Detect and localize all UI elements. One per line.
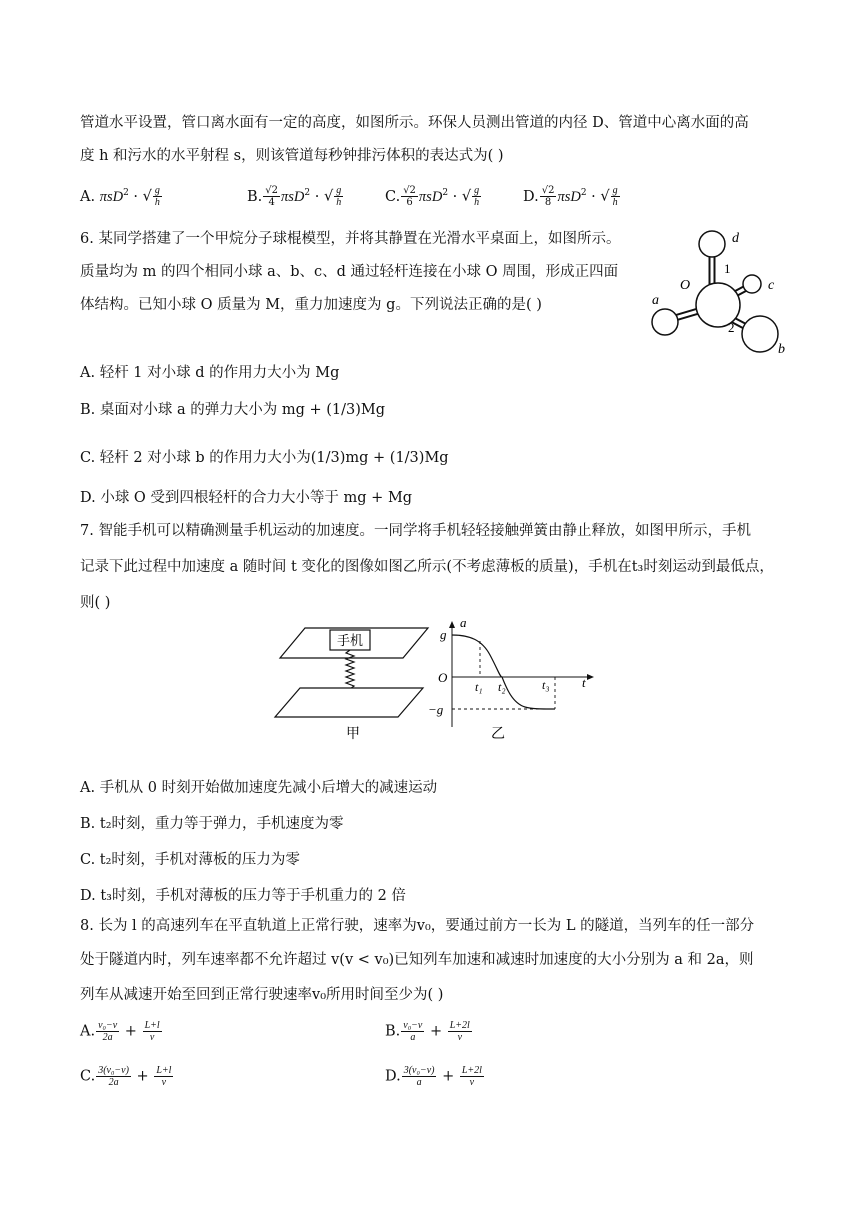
ball-a: [652, 309, 678, 335]
label-c: c: [768, 278, 775, 293]
q5-option-d[interactable]: D. $\frac{√2}{8}$ πsD$^2$ · √ $\frac{g}{h}$: [523, 185, 618, 209]
figure-jia-phone-spring: [270, 620, 435, 750]
tick-t3: t₃: [542, 678, 550, 692]
q7-option-d[interactable]: D. t₃时刻，手机对薄板的压力等于手机重力的 2 倍: [80, 888, 406, 904]
q8-option-b[interactable]: B. $\frac{\text{v₀−v}}{a}$ + $\frac{L+2l}{v}$: [385, 1020, 470, 1043]
q5-stem-line1: 管道水平设置，管口离水面有一定的高度，如图所示。环保人员测出管道的内径 D、管道中心离水面的高: [80, 115, 749, 131]
q6-option-a[interactable]: A. 轻杆 1 对小球 d 的作用力大小为 Mg: [80, 365, 340, 381]
q8-option-c[interactable]: C. $\frac{\text{3(v₀−v)}}{2a}$ + $\frac{L+l}{v}$: [80, 1065, 172, 1088]
q8-stem-line2: 处于隧道内时，列车速率都不允许超过 v(v < v₀)已知列车加速和减速时加速度的大小分别为 a 和 2a，则: [80, 952, 754, 968]
q6-stem-line3: 体结构。已知小球 O 质量为 M，重力加速度为 g。下列说法正确的是( ): [80, 297, 542, 313]
q6-option-d[interactable]: D. 小球 O 受到四根轻杆的合力大小等于 mg + Mg: [80, 490, 413, 506]
q6-option-b[interactable]: B. 桌面对小球 a 的弹力大小为 mg + (1/3)Mg: [80, 402, 386, 418]
q7-stem-line1: 7. 智能手机可以精确测量手机运动的加速度。一同学将手机轻轻接触弹簧由静止释放，如图甲所示，手机: [80, 523, 751, 539]
tick-t2: t₂: [498, 680, 506, 694]
q5-option-a[interactable]: A. πsD$^2$ · √ $\frac{g}{h}$: [80, 185, 160, 209]
q6-stem-line1: 6. 某同学搭建了一个甲烷分子球棍模型，并将其静置在光滑水平桌面上，如图所示。: [80, 231, 621, 247]
origin-o: O: [438, 670, 448, 685]
q7-stem-line3: 则( ): [80, 595, 111, 611]
tick-t1: t₁: [475, 680, 483, 694]
caption-jia: 甲: [346, 727, 360, 742]
tick-neg-g: −g: [428, 702, 444, 717]
q8-stem-line1: 8. 长为 l 的高速列车在平直轨道上正常行驶，速率为v₀，要通过前方一长为 L 的隧道，当列车的任一部分: [80, 918, 755, 934]
ball-b: [742, 316, 778, 352]
label-b: b: [778, 342, 785, 357]
q8-option-a[interactable]: A. $\frac{\text{v₀−v}}{2a}$ + $\frac{L+l}{v}$: [80, 1020, 160, 1043]
q7-stem-line2: 记录下此过程中加速度 a 随时间 t 变化的图像如图乙所示(不考虑薄板的质量)，手机在t₃时刻运动到最低点，: [80, 559, 774, 575]
q7-option-a[interactable]: A. 手机从 0 时刻开始做加速度先减小后增大的减速运动: [80, 780, 438, 796]
ball-c: [743, 275, 761, 293]
q6-option-c[interactable]: C. 轻杆 2 对小球 b 的作用力大小为(1/3)mg + (1/3)Mg: [80, 450, 449, 466]
ball-d: [699, 231, 725, 257]
q5-option-b[interactable]: B. $\frac{√2}{4}$ πsD$^2$ · √ $\frac{g}{h}$: [247, 185, 342, 209]
q7-option-b[interactable]: B. t₂时刻，重力等于弹力，手机速度为零: [80, 816, 344, 832]
q7-option-c[interactable]: C. t₂时刻，手机对薄板的压力为零: [80, 852, 300, 868]
phone-label: 手机: [336, 633, 364, 648]
label-rod2: 2: [728, 320, 735, 335]
q8-stem-line3: 列车从减速开始至回到正常行驶速率v₀所用时间至少为( ): [80, 987, 444, 1003]
q5-option-c[interactable]: C. $\frac{√2}{6}$ πsD$^2$ · √ $\frac{g}{h}$: [385, 185, 480, 209]
axis-t-label: t: [582, 675, 586, 690]
caption-yi: 乙: [491, 727, 505, 742]
q5-stem-line2: 度 h 和污水的水平射程 s，则该管道每秒钟排污体积的表达式为( ): [80, 148, 504, 164]
q6-stem-line2: 质量均为 m 的四个相同小球 a、b、c、d 通过轻杆连接在小球 O 周围，形成正四面: [80, 264, 619, 280]
tick-g: g: [440, 627, 447, 642]
label-d: d: [732, 231, 739, 246]
label-o: O: [680, 278, 691, 293]
axis-a-label: a: [460, 615, 467, 630]
label-rod1: 1: [724, 261, 731, 276]
methane-model-figure: [640, 222, 800, 357]
label-a: a: [652, 293, 659, 308]
q8-option-d[interactable]: D. $\frac{\text{3(v₀−v)}}{a}$ + $\frac{L+2l}{v}$: [385, 1065, 482, 1088]
figure-yi-acceleration-graph: [420, 615, 600, 745]
